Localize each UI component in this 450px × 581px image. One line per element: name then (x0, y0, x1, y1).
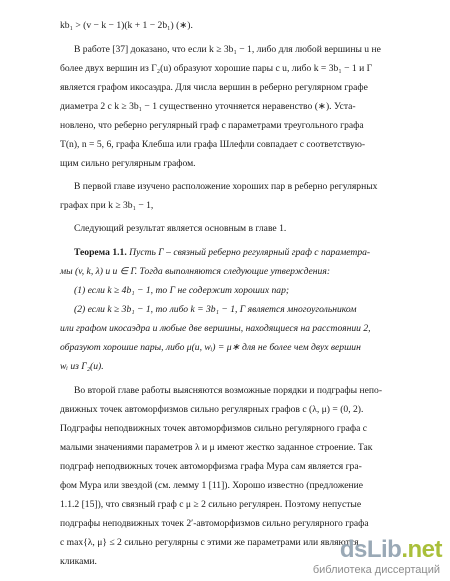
paragraph-line: новлено, что реберно регулярный граф с параметрами треугольного графа (60, 120, 364, 131)
theorem-line: мы (v, k, λ) и u ∈ Γ. Тогда выполняются следующие утверждения: (60, 266, 331, 277)
theorem-line: (2) если k ≥ 3b₁ − 1, то либо k = 3b₁ − 1, Γ является многоугольником (74, 304, 357, 315)
paragraph-line: T(n), n = 5, 6, графа Клебша или графа Шлефли совпадает с соответствую- (60, 139, 366, 150)
paragraph-line: графах при k ≥ 3b₁ − 1, (60, 200, 154, 211)
paragraph-line: с max{λ, μ} ≤ 2 сильно регулярны с этими же параметрами или являются (60, 537, 359, 548)
theorem-line: образуют хорошие пары, либо μ(u, wᵢ) = μ∗ для не более чем двух вершин (60, 342, 361, 353)
paragraph-line: В работе [37] доказано, что если k ≥ 3b₁ − 1, либо для любой вершины u не (74, 44, 381, 55)
theorem-line: или графом икосаэдра и любые две вершины, находящиеся на расстоянии 2, (60, 323, 371, 334)
paragraph-line: фом Мура или звездой (см. лемму 1 [11]). Хорошо известно (предложение (60, 480, 364, 491)
paragraph-line: щим сильно регулярным графом. (60, 158, 196, 169)
theorem-line: wᵢ из Γ₂(u). (60, 361, 104, 372)
paragraph-line: подграфы неподвижных точек 2′-автоморфизмов сильно регулярного графа (60, 518, 369, 529)
theorem-text: Пусть Γ – связный реберно регулярный граф с параметра- (126, 247, 371, 258)
dslib-logo (340, 536, 442, 564)
paragraph-line: 1.1.2 [15]), что связный граф с μ ≥ 2 сильно регулярен. Поэтому непустые (60, 499, 362, 510)
watermark-tagline: библиотека диссертаций (312, 564, 440, 576)
paragraph-line: Во второй главе работы выясняются возможные порядки и подграфы непо- (74, 385, 383, 396)
paragraph-line: является графом икосаэдра. Для числа вершин в реберно регулярном графе (60, 82, 368, 93)
logo-part1: dsLib (339, 536, 402, 563)
paragraph-line: подграф неподвижных точек автоморфизма графа Мура сам является гра- (60, 461, 362, 472)
paragraph-line: Следующий результат является основным в главе 1. (74, 223, 287, 234)
dslib-watermark[interactable] (242, 536, 442, 580)
paragraph-line: В первой главе изучено расположение хороших пар в реберно регулярных (74, 181, 378, 192)
paragraph-line: малыми значениями параметров λ и μ имеют жестко заданное строение. Так (60, 442, 373, 453)
paragraph-line: движных точек автоморфизмов сильно регулярных графов с (λ, μ) = (0, 2). (60, 404, 364, 415)
paragraph-line: более двух вершин из Γ₂(u) образуют хорошие пары с u, либо k = 3b₁ − 1 и Γ (60, 63, 373, 74)
paragraph-line: диаметра 2 с k ≥ 3b₁ − 1 существенно уточняется неравенство (∗). Уста- (60, 101, 356, 112)
paragraph-line: Подграфы неподвижных точек автоморфизмов сильно регулярного графа с (60, 423, 368, 434)
theorem-line: (1) если k ≥ 4b₁ − 1, то Γ не содержит хороших пар; (74, 285, 290, 296)
paragraph-line: кликами. (60, 556, 97, 567)
formula-line: kb₁ > (v − k − 1)(k + 1 − 2b₁) (∗). (60, 20, 193, 31)
theorem-heading (74, 247, 370, 259)
logo-part2: .net (401, 536, 442, 563)
theorem-label: Теорема 1.1. (74, 247, 127, 258)
